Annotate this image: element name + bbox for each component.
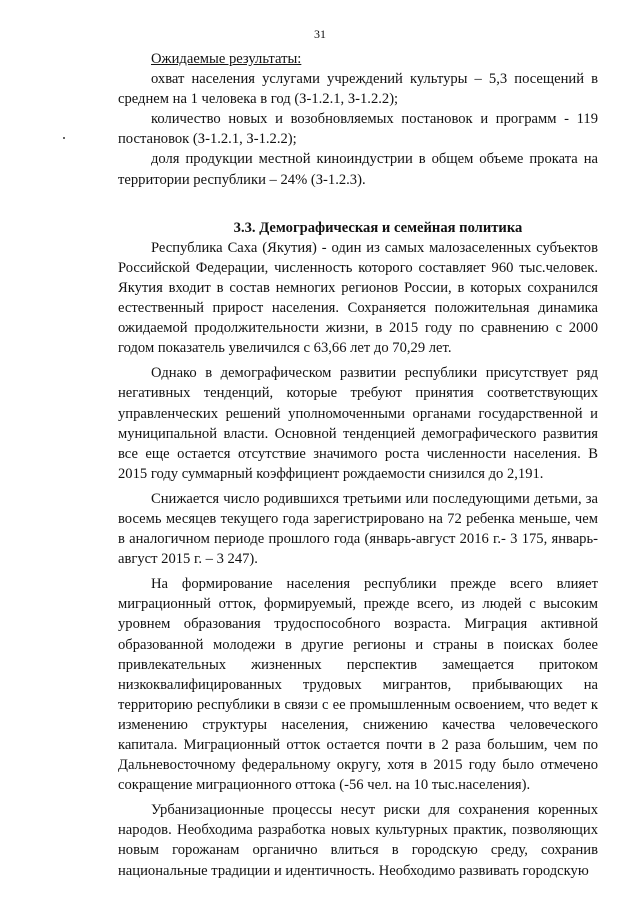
section-paragraph: Урбанизационные процессы несут риски для сохранения коренных народов. Необходима разработка новых культурных практик, позволяющих новым горожанам органично влиться в городскую среду, сохранив национальные традиции и идентичность. Необходимо развивать городскую	[118, 802, 598, 879]
expected-results-heading: Ожидаемые результаты:	[151, 51, 302, 67]
section-title: 3.3. Демографическая и семейная политика	[233, 219, 523, 236]
scan-dot	[63, 137, 65, 139]
page-number: 31	[314, 27, 326, 41]
page-content	[118, 49, 598, 881]
section-paragraph: На формирование населения республики прежде всего влияет миграционный отток, формируемый, прежде всего, из людей с высоким уровнем образования трудоспособного возраста. Миграция активной образованной молодежи в другие регионы и страны в поисках более привлекательных жизненных перспектив замещается притоком низкоквалифицированных трудовых мигрантов, прибывающих на территорию республики в связи с ее промышленным освоением, что ведет к изменению структуры населения, снижению качества человеческого капитала. Миграционный отток остается почти в 2 раза большим, чем по Дальневосточному федеральному округу, хотя в 2015 году было отмечено сокращение миграционного оттока (-56 чел. на 10 тыс.населения).	[118, 576, 598, 794]
section-paragraph: Снижается число родившихся третьими или последующими детьми, за восемь месяцев текущего года зарегистрировано на 72 ребенка меньше, чем в аналогичном периоде прошлого года (январь-август 2016 г.- 3 175, январь-август 2015 г. – 3 247).	[118, 490, 598, 568]
section-paragraph: Однако в демографическом развитии республики присутствует ряд негативных тенденций, которые требуют принятия соответствующих управленческих решений уполномоченными органами государственной и муниципальной власти. Основной тенденцией демографического развития все еще остается отсутствие значимого роста численности населения. В 2015 году суммарный коэффициент рождаемости снизился до 2,191.	[118, 365, 598, 482]
expected-result-item: количество новых и возобновляемых постановок и программ - 119 постановок (З-1.2.1, З-1.2.2);	[118, 111, 598, 148]
section-paragraph: Республика Саха (Якутия) - один из самых малозаселенных субъектов Российской Федерации, численность которого составляет 960 тыс.человек. Якутия входит в состав немногих регионов России, в которых сохранился естественный прирост населения. Сохраняется положительная динамика ожидаемой продолжительности жизни, в 2015 году по сравнению с 2000 годом показатель увеличился с 63,66 лет до 70,29 лет.	[118, 239, 598, 357]
expected-result-item: доля продукции местной киноиндустрии в общем объеме проката на территории республики – 24% (З-1.2.3).	[118, 151, 598, 188]
expected-result-item: охват населения услугами учреждений культуры – 5,3 посещений в среднем на 1 человека в год (З-1.2.1, З-1.2.2);	[118, 71, 598, 108]
